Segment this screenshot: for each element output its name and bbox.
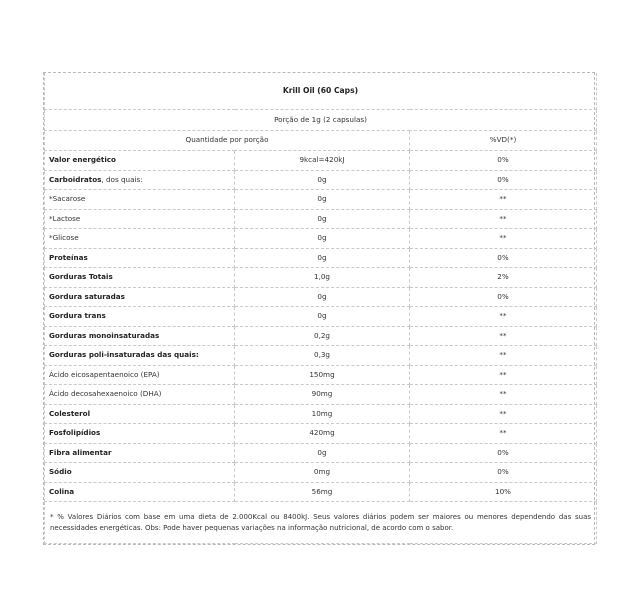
nutrient-name: Gorduras monoinsaturadas: [49, 330, 160, 340]
nutrient-name-cell: [45, 385, 235, 405]
nutrient-row: [45, 170, 597, 190]
nutrient-daily-value: **: [410, 346, 597, 366]
nutrient-name-cell: [45, 346, 235, 366]
nutrient-amount: 0mg: [235, 463, 410, 483]
nutrient-amount: 0g: [235, 248, 410, 268]
nutrient-amount: 420mg: [235, 424, 410, 444]
nutrient-row: [45, 229, 597, 249]
nutrient-row: [45, 248, 597, 268]
nutrient-name: *Sacarose: [49, 194, 86, 204]
nutrient-daily-value: **: [410, 365, 597, 385]
nutrient-amount: 10mg: [235, 404, 410, 424]
nutrient-amount: 0,3g: [235, 346, 410, 366]
nutrient-name-cell: [45, 170, 235, 190]
nutrient-amount: 0g: [235, 287, 410, 307]
nutrient-row: [45, 346, 597, 366]
nutrient-name: Ácido eicosapentaenoico (EPA): [49, 369, 160, 379]
nutrient-row: [45, 463, 597, 483]
nutrient-row: [45, 307, 597, 327]
nutrient-name: Gordura trans: [49, 311, 106, 321]
nutrient-row: [45, 404, 597, 424]
nutrient-row: [45, 268, 597, 288]
nutrient-name-cell: [45, 229, 235, 249]
nutrient-daily-value: 10%: [410, 482, 597, 502]
nutrient-daily-value: **: [410, 209, 597, 229]
nutrient-name: Sódio: [49, 467, 72, 477]
nutrient-name-suffix: , dos quais:: [101, 174, 143, 184]
nutrient-name: Fosfolipídios: [49, 428, 101, 438]
nutrient-name-cell: [45, 424, 235, 444]
nutrient-daily-value: **: [410, 424, 597, 444]
footnote-text: * % Valores Diários com base em uma dieta de 2.000Kcal ou 8400kJ. Seus valores diários podem ser maiores ou menores dependendo das suas necessidades energéticas. Obs: Pode haver pequenas variações na informação nutricional, de acordo com o sabor.: [45, 502, 597, 544]
nutrient-amount: 150mg: [235, 365, 410, 385]
nutrient-row: [45, 424, 597, 444]
footnote-row: [45, 502, 597, 544]
nutrient-row: [45, 209, 597, 229]
nutrient-name-cell: [45, 463, 235, 483]
nutrient-daily-value: 0%: [410, 170, 597, 190]
nutrient-name: Fibra alimentar: [49, 447, 112, 457]
nutrient-name-cell: [45, 404, 235, 424]
nutrient-daily-value: 0%: [410, 248, 597, 268]
nutrient-row: [45, 365, 597, 385]
nutrient-name: Proteínas: [49, 252, 88, 262]
nutrient-daily-value: **: [410, 385, 597, 405]
nutrient-name-cell: [45, 190, 235, 210]
nutrient-name-cell: [45, 443, 235, 463]
nutrient-row: [45, 385, 597, 405]
nutrient-name-cell: [45, 287, 235, 307]
nutrient-name: Valor energético: [49, 155, 116, 165]
nutrient-daily-value: 0%: [410, 151, 597, 171]
nutrient-daily-value: 0%: [410, 443, 597, 463]
nutrient-row: [45, 190, 597, 210]
nutrient-row: [45, 443, 597, 463]
nutrient-amount: 0g: [235, 190, 410, 210]
nutrient-name: Carboidratos: [49, 174, 102, 184]
nutrient-amount: 0g: [235, 443, 410, 463]
nutrient-amount: 0g: [235, 307, 410, 327]
nutrient-daily-value: 2%: [410, 268, 597, 288]
nutrient-name: Gorduras poli-insaturadas das quais:: [49, 350, 199, 360]
nutrient-row: [45, 326, 597, 346]
nutrient-name-cell: [45, 307, 235, 327]
vd-header: %VD(*): [410, 131, 597, 151]
nutrient-daily-value: **: [410, 229, 597, 249]
header-row: [45, 131, 597, 151]
nutrient-name-cell: [45, 248, 235, 268]
nutrient-name: Colina: [49, 486, 75, 496]
nutrient-name: Gordura saturadas: [49, 291, 125, 301]
nutrient-amount: 0,2g: [235, 326, 410, 346]
nutrient-amount: 0g: [235, 209, 410, 229]
nutrient-name-cell: [45, 268, 235, 288]
nutrient-amount: 56mg: [235, 482, 410, 502]
nutrient-daily-value: 0%: [410, 287, 597, 307]
nutrient-row: [45, 482, 597, 502]
nutrition-facts-panel: [43, 72, 595, 545]
nutrient-row: [45, 287, 597, 307]
nutrient-daily-value: **: [410, 326, 597, 346]
nutrient-name-cell: [45, 482, 235, 502]
nutrient-name: *Lactose: [49, 213, 81, 223]
portion-row: [45, 110, 597, 131]
title-row: [45, 73, 597, 110]
nutrition-facts-table: [44, 73, 597, 544]
nutrient-amount: 1,0g: [235, 268, 410, 288]
nutrient-amount: 9kcal=420kJ: [235, 151, 410, 171]
product-title: Krill Oil (60 Caps): [45, 73, 597, 110]
quantity-header: Quantidade por porção: [45, 131, 410, 151]
nutrient-name-cell: [45, 365, 235, 385]
nutrient-daily-value: 0%: [410, 463, 597, 483]
nutrient-amount: 0g: [235, 170, 410, 190]
nutrient-name: *Glicose: [49, 233, 79, 243]
nutrient-row: [45, 151, 597, 171]
nutrient-daily-value: **: [410, 307, 597, 327]
nutrient-name: Colesterol: [49, 408, 91, 418]
nutrient-amount: 90mg: [235, 385, 410, 405]
nutrient-name-cell: [45, 326, 235, 346]
nutrient-daily-value: **: [410, 404, 597, 424]
nutrient-name: Ácido decosahexaenoico (DHA): [49, 389, 162, 399]
portion-label: Porção de 1g (2 capsulas): [45, 110, 597, 131]
nutrient-name-cell: [45, 151, 235, 171]
nutrient-name: Gorduras Totais: [49, 272, 113, 282]
nutrient-name-cell: [45, 209, 235, 229]
nutrient-daily-value: **: [410, 190, 597, 210]
nutrient-amount: 0g: [235, 229, 410, 249]
